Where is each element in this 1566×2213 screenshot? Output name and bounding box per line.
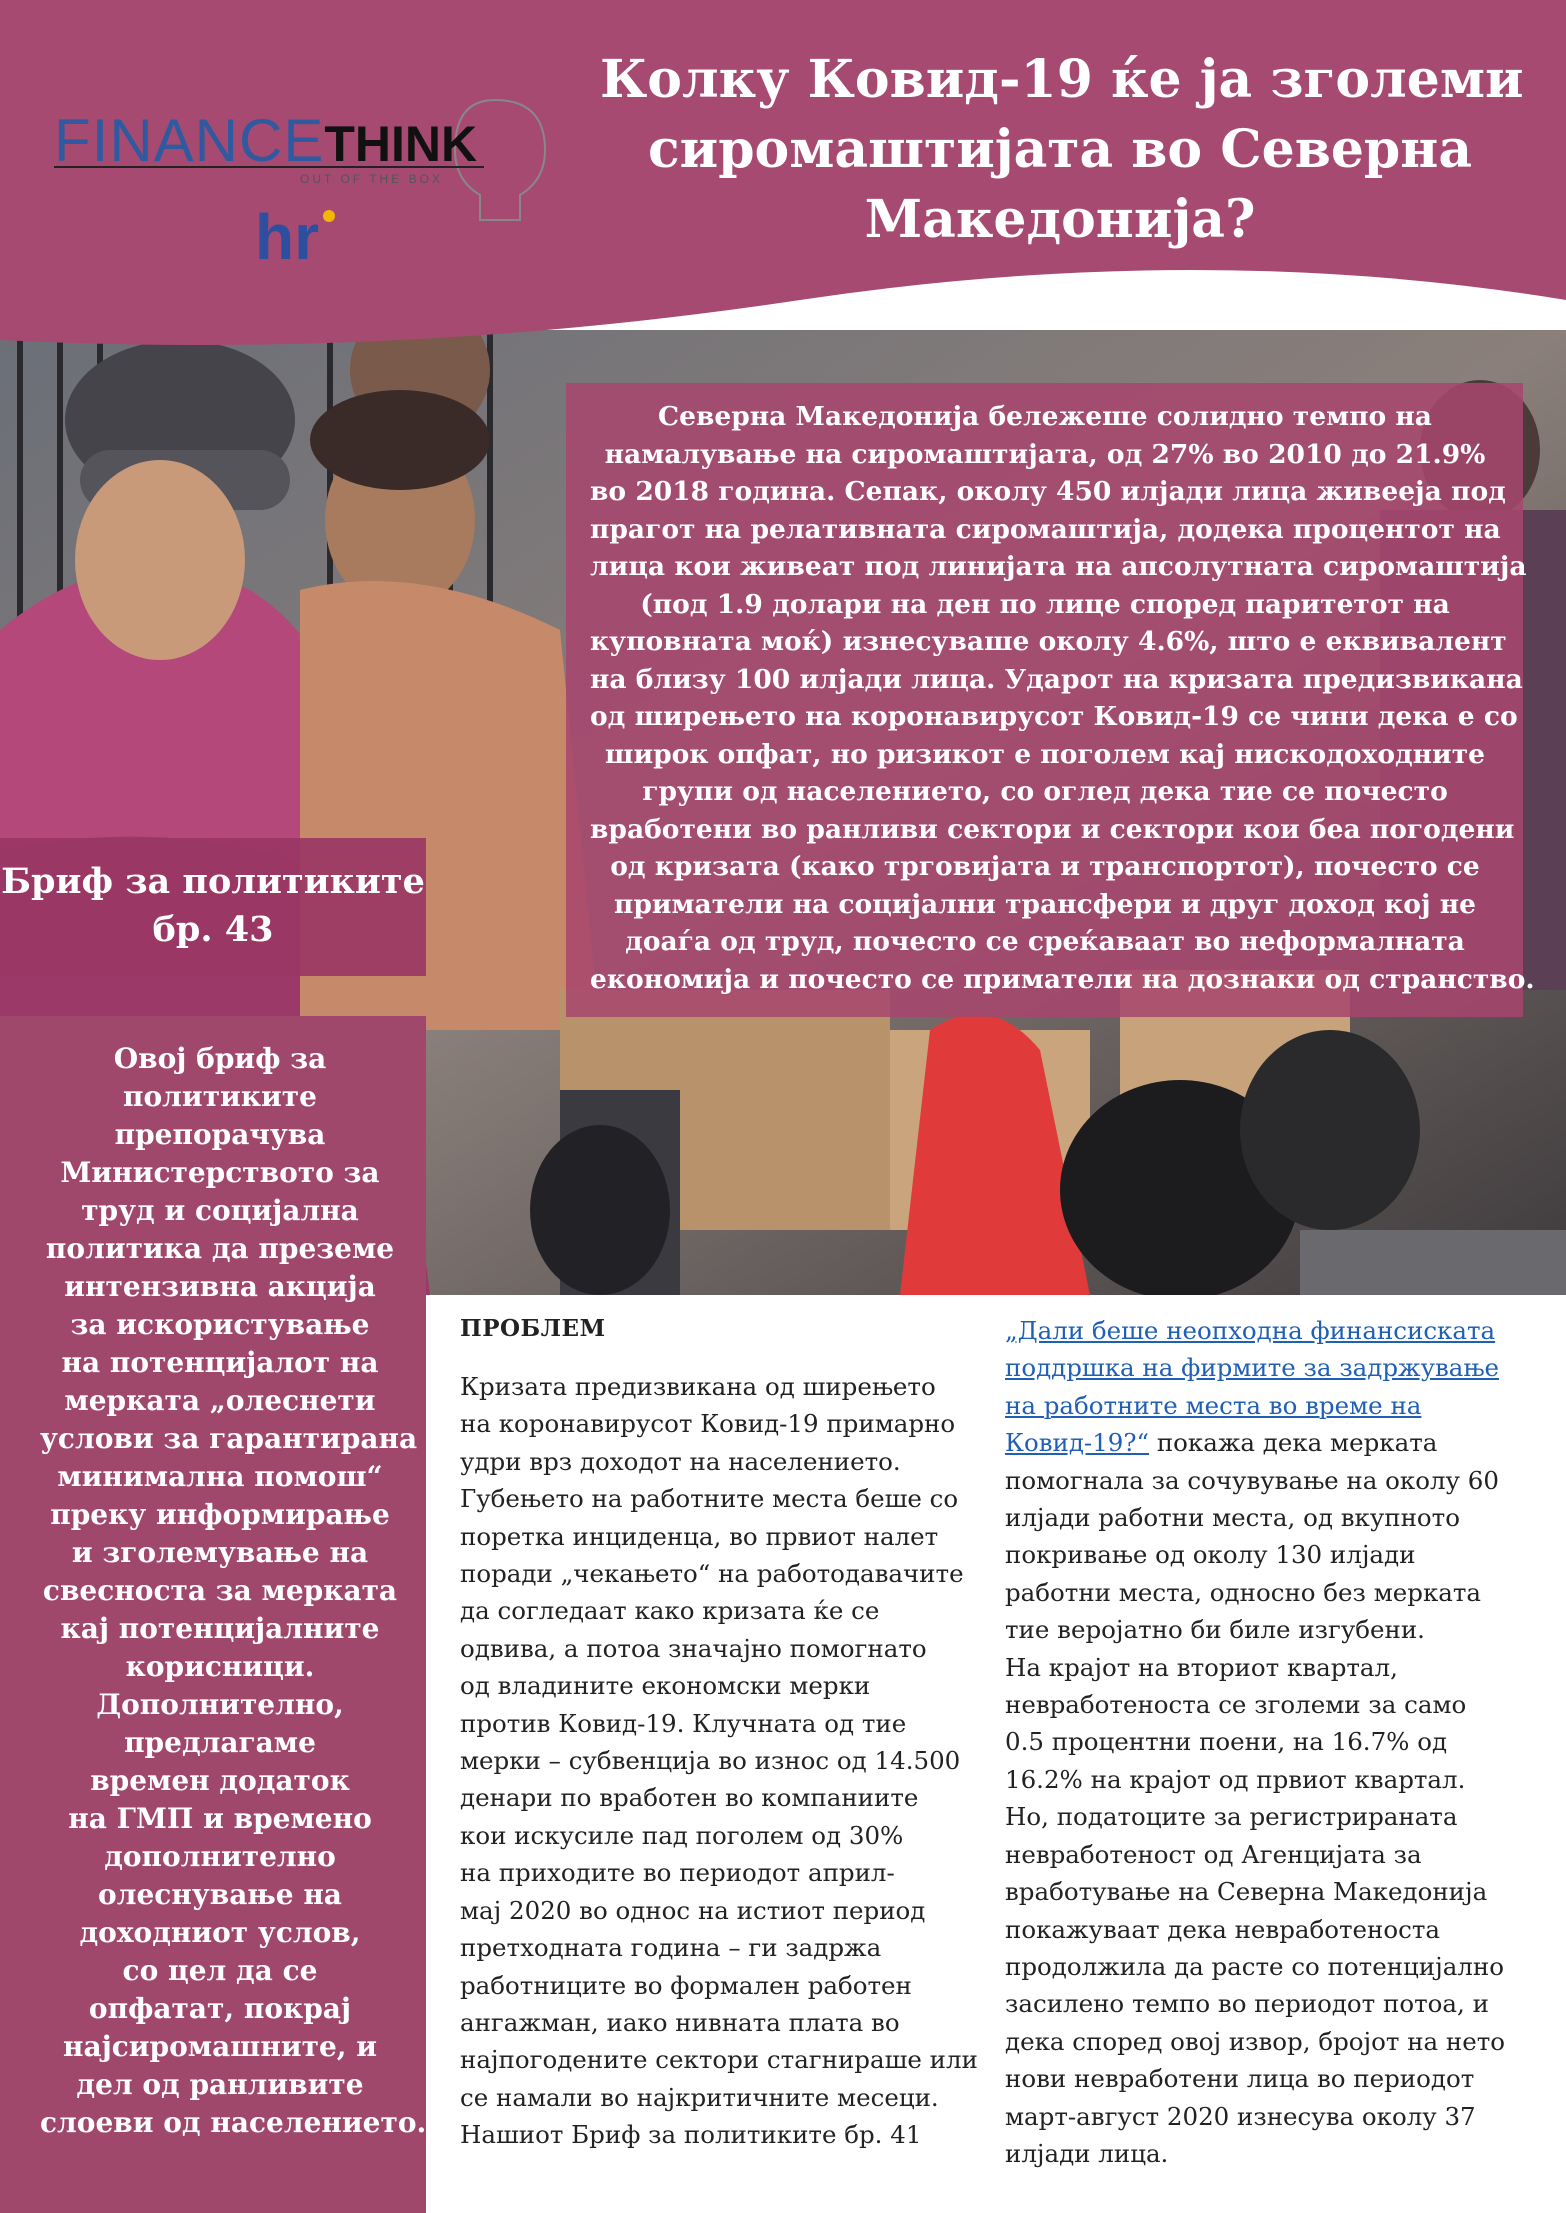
- sidebar-line: минимална помош“: [57, 1460, 383, 1493]
- body-text: покажа дека мерката: [1149, 1428, 1438, 1458]
- sidebar-line: преку информирање: [50, 1498, 390, 1531]
- body-line: на коронавирусот Ковид-19 примарно: [460, 1409, 956, 1439]
- brief-41-link[interactable]: на работните места во време на: [1005, 1390, 1422, 1420]
- sidebar-line: на ГМП и времено: [68, 1802, 372, 1835]
- intro-line: од ширењето на коронавирусот Ковид-19 се чини дека е со: [590, 701, 1518, 732]
- body-line: од владините економски мерки: [460, 1671, 871, 1701]
- sidebar-line: Министерството за: [60, 1156, 380, 1189]
- body-line: илјади работни места, од вкупното: [1005, 1503, 1460, 1533]
- intro-text: [590, 398, 1535, 998]
- column-left: [460, 1368, 990, 2154]
- body-line: поради „чекањето“ на работодавачите: [460, 1559, 964, 1589]
- body-line: се намали во најкритичните месеци.: [460, 2082, 939, 2112]
- body-line: работниците во формален работен: [460, 1970, 912, 2000]
- sidebar-line: предлагаме: [124, 1726, 316, 1759]
- sidebar-line: услови за гарантирана: [40, 1422, 418, 1455]
- sidebar-line: најсиромашните, и: [62, 2030, 378, 2063]
- logo: [40, 60, 560, 280]
- recommendation-text: [40, 1040, 427, 2142]
- body-line: претходната година – ги задржа: [460, 1933, 882, 1963]
- sidebar-line: олеснување на: [98, 1878, 342, 1911]
- logo-tagline: OUT OF THE BOX: [300, 172, 443, 186]
- body-line: вработување на Северна Македонија: [1005, 1877, 1488, 1907]
- logo-think-text: THINK: [324, 116, 478, 172]
- sidebar-line: политиките: [123, 1080, 317, 1113]
- column-right: [1005, 1312, 1535, 2172]
- logo-finance-text: FINANCE: [54, 107, 325, 174]
- body-line: мај 2020 во однос на истиот период: [460, 1895, 926, 1925]
- intro-line: доаѓа од труд, почесто се среќаваат во неформалната: [625, 926, 1465, 957]
- body-line: Кризата предизвикана од ширењето: [460, 1372, 936, 1401]
- brief-label: [0, 858, 426, 954]
- intro-line: економија и почесто се приматели на дознаки од странство.: [590, 963, 1535, 995]
- sidebar-line: за искористување: [70, 1308, 370, 1341]
- brief-title: Бриф за политиките: [1, 861, 425, 902]
- sidebar-line: на потенцијалот на: [61, 1346, 379, 1379]
- body-line: нови невработени лица во периодот: [1005, 2064, 1475, 2094]
- intro-line: куповната моќ) изнесуваше околу 4.6%, што е еквивалент: [590, 626, 1507, 657]
- body-line: да согледаат како кризата ќе се: [460, 1596, 880, 1626]
- hr-logo-dot: [323, 210, 335, 222]
- body-line: 16.2% на крајот од првиот квартал.: [1005, 1764, 1466, 1794]
- body-line: Губењето на работните места беше со: [460, 1484, 959, 1514]
- body-line: Нашиот Бриф за политиките бр. 41: [460, 2120, 922, 2150]
- intro-line: (под 1.9 долари на ден по лице според паритетот на: [640, 588, 1450, 620]
- body-line: 0.5 процентни поени, на 16.7% од: [1005, 1727, 1448, 1757]
- intro-line: од кризата (како трговијата и транспортот), почесто се: [610, 851, 1480, 882]
- sidebar-line: времен додаток: [90, 1764, 350, 1797]
- body-line: Но, податоците за регистрираната: [1005, 1802, 1458, 1832]
- body-line: засилено темпо во периодот потоа, и: [1005, 1989, 1489, 2019]
- intro-line: прагот на релативната сиромаштија, додека процентот на: [590, 513, 1501, 545]
- title-line: Македонија?: [864, 189, 1256, 250]
- sidebar-line: доходниот услов,: [79, 1916, 361, 1949]
- sidebar-line: Овој бриф за: [113, 1042, 327, 1075]
- intro-line: Северна Македонија бележеше солидно темпо на: [658, 401, 1432, 432]
- body-line: ангажман, иако нивната плата во: [460, 2007, 900, 2037]
- brief-41-link[interactable]: поддршка на фирмите за задржување: [1005, 1353, 1499, 1383]
- body-line: поретка инциденца, во првиот налет: [460, 1521, 939, 1551]
- body-line: илјади лица.: [1005, 2138, 1169, 2168]
- body-line: дека според овој извор, бројот на нето: [1005, 2026, 1506, 2056]
- brief-number: бр. 43: [152, 909, 274, 950]
- page-title: [600, 45, 1524, 255]
- intro-line: на близу 100 илјади лица. Ударот на кризата предизвикана: [590, 663, 1523, 695]
- body-line: помогнала за сочувување на околу 60: [1005, 1465, 1499, 1495]
- sidebar-line: Дополнително,: [96, 1688, 344, 1721]
- body-line: тие веројатно би биле изгубени.: [1005, 1615, 1425, 1645]
- intro-line: широк опфат, но ризикот е поголем кај нискодоходните: [604, 738, 1485, 770]
- sidebar-line: слоеви од населението.: [40, 2106, 427, 2139]
- body-line: удри врз доходот на населението.: [460, 1446, 901, 1476]
- intro-line: групи од населението, со оглед дека тие се почесто: [642, 776, 1448, 807]
- body-line: мерки – субвенција во износ од 14.500: [460, 1746, 961, 1776]
- body-line: продолжила да расте со потенцијално: [1005, 1951, 1504, 1981]
- body-line: На крајот на вториот квартал,: [1005, 1652, 1398, 1682]
- body-line: најпогодените сектори стагнираше или: [460, 2045, 978, 2075]
- sidebar-line: корисници.: [125, 1650, 315, 1683]
- intro-line: приматели на социјални трансфери и друг доход кој не: [613, 888, 1477, 920]
- sidebar-line: труд и социјална: [81, 1194, 359, 1227]
- body-line: против Ковид-19. Клучната од тие: [460, 1708, 907, 1738]
- body-line: покажуваат дека невработеноста: [1005, 1914, 1441, 1944]
- sidebar-line: политика да преземе: [45, 1232, 395, 1265]
- body-line: работни места, односно без мерката: [1005, 1577, 1482, 1607]
- body-line: невработеност од Агенцијата за: [1005, 1839, 1422, 1869]
- title-line: сиромаштијата во Северна: [647, 119, 1473, 180]
- brief-41-link[interactable]: Ковид-19?“: [1005, 1428, 1150, 1458]
- sidebar-line: мерката „олеснети: [64, 1384, 376, 1417]
- intro-line: вработени во ранливи сектори и сектори кои беа погодени: [590, 813, 1515, 845]
- problem-heading: ПРОБЛЕМ: [460, 1315, 606, 1342]
- body-line: покривање од околу 130 илјади: [1005, 1540, 1416, 1570]
- sidebar-line: со цел да се: [122, 1954, 318, 1987]
- sidebar-line: и зголемување на: [71, 1536, 369, 1569]
- sidebar-line: дел од ранливите: [76, 2068, 364, 2101]
- body-line: денари по вработен во компаниите: [460, 1783, 919, 1813]
- body-line: на приходите во периодот април-: [460, 1858, 895, 1888]
- brief-41-link[interactable]: „Дали беше неопходна финансиската: [1005, 1316, 1496, 1345]
- body-line: одвива, а потоа значајно помогнато: [460, 1633, 927, 1663]
- intro-line: лица кои живеат под линијата на апсолутната сиромаштија: [590, 551, 1527, 582]
- sidebar-line: свесноста за мерката: [42, 1574, 398, 1607]
- intro-line: во 2018 година. Сепак, околу 450 илјади лица живееја под: [590, 476, 1506, 507]
- sidebar-line: кај потенцијалните: [60, 1612, 380, 1645]
- sidebar-line: интензивна акција: [64, 1270, 376, 1303]
- intro-line: намалување на сиромаштијата, од 27% во 2010 до 21.9%: [604, 438, 1486, 470]
- body-line: невработеноста се зголеми за само: [1005, 1690, 1467, 1720]
- title-line: Колку Ковид-19 ќе ја зголеми: [600, 49, 1524, 110]
- body-line: март-август 2020 изнесува околу 37: [1005, 2101, 1476, 2131]
- sidebar-line: препорачува: [114, 1118, 326, 1151]
- sidebar-line: дополнително: [104, 1840, 336, 1873]
- sidebar-line: опфатат, покрај: [88, 1992, 352, 2025]
- hr-logo: [255, 200, 319, 274]
- body-line: кои искусиле пад поголем од 30%: [460, 1820, 904, 1850]
- hr-logo-text: hr: [255, 201, 319, 273]
